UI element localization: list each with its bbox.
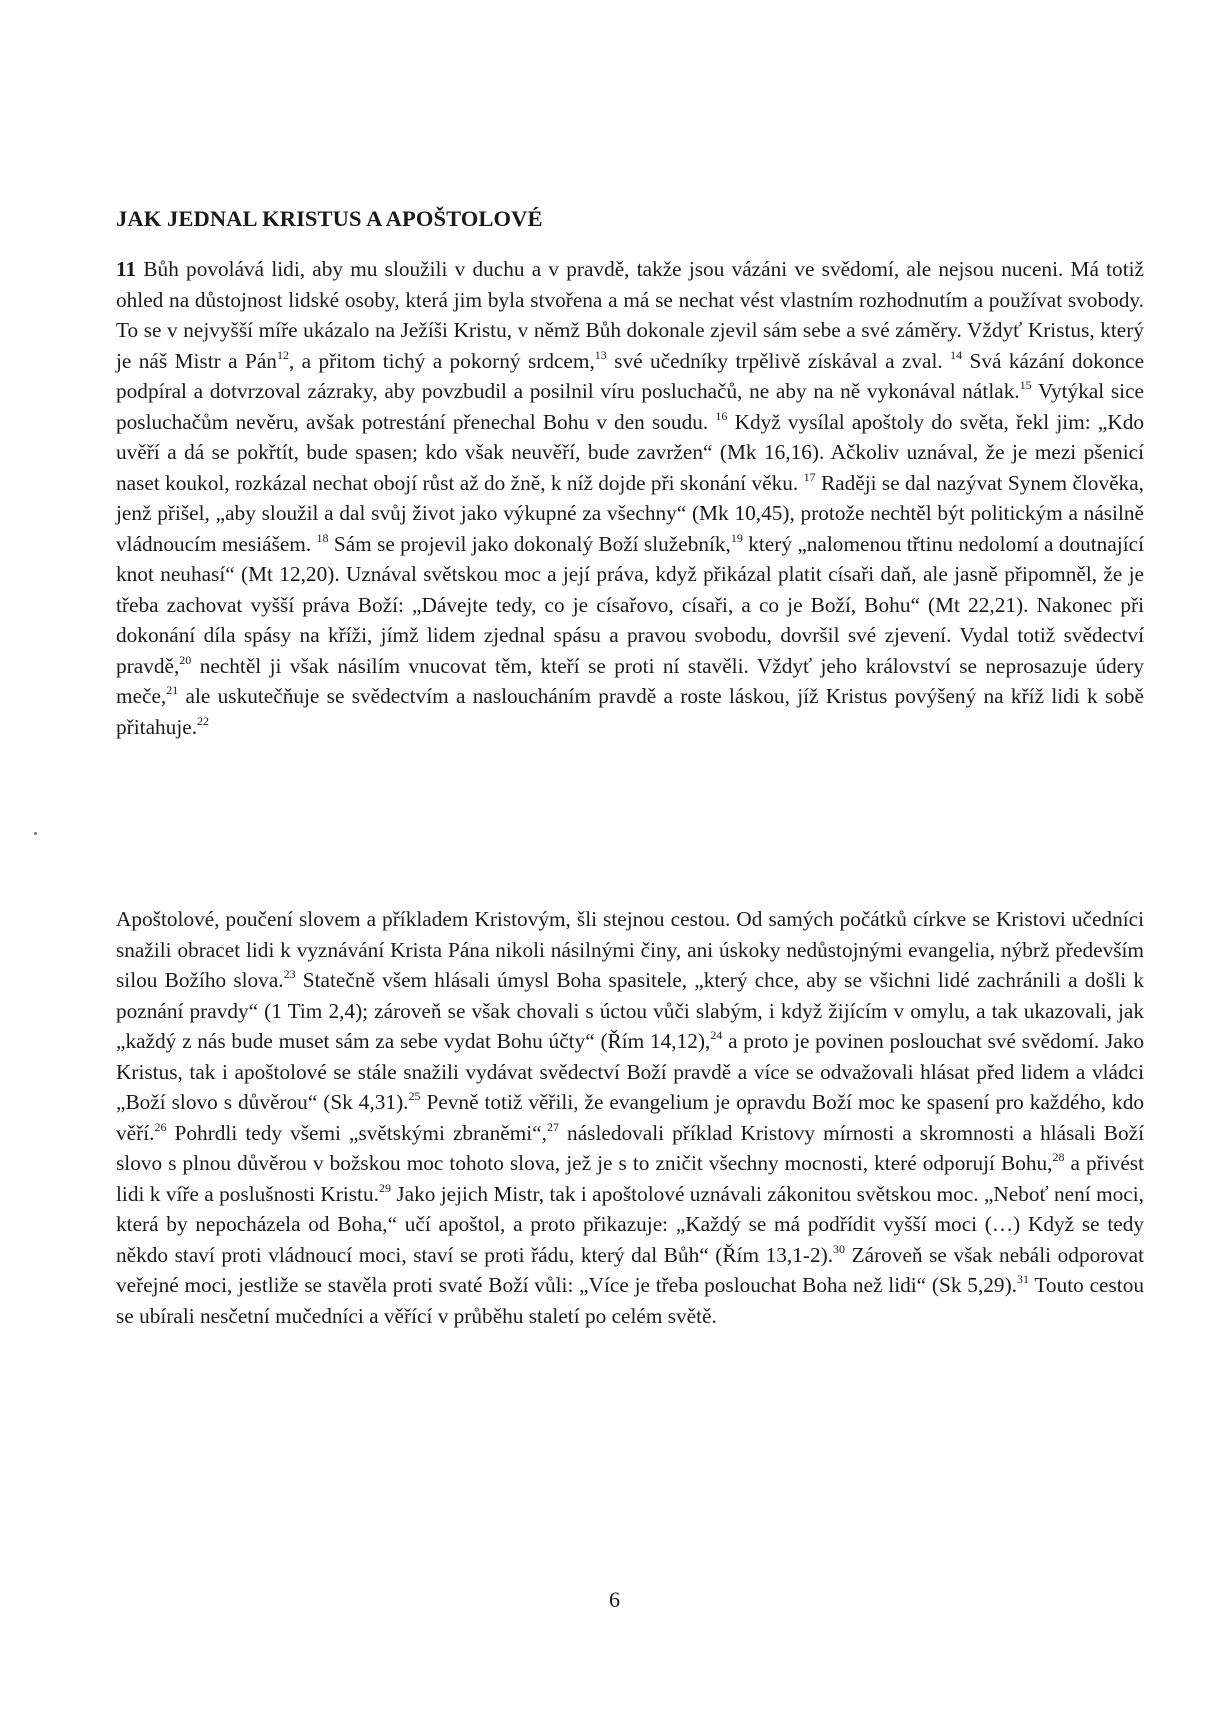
footnote-ref[interactable]: 26 — [154, 1119, 167, 1134]
footnote-ref[interactable]: 16 — [715, 408, 728, 423]
paragraph-11: 11 Bůh povolává lidi, aby mu sloužili v duchu a v pravdě, takže jsou vázáni ve svědomí, ale nejsou nuceni. Má totiž ohled na důstojnost lidské osoby, která jim byla stvořena a má se nechat vést vlastním rozhodnutím a používat svobody. To se v nejvyšší míře ukázalo na Ježíši Kristu, v němž Bůh dokonale zjevil sám sebe a své záměry. Vždyť Kristus, který je náš Mistr a Pán$^{12}$, a přitom tichý a pokorný srdcem,$^{13}$ své učedníky trpělivě získával a zval. $^{14}$ Svá kázání dokonce podpíral a dotvrzoval zázraky, aby povzbudil a posilnil víru posluchačů, ne aby na ně vykonával nátlak.$^{15}$ Vytýkal sice posluchačům nevěru, avšak potrestání přenechal Bohu v den soudu. $^{16}$ Když vysílal apoštoly do světa, řekl jim: „Kdo uvěří a dá se pokřtít, bude spasen; kdo však neuvěří, bude zavržen“ (Mk 16,16). Ačkoliv uznával, že je mezi pšenicí naset koukol, rozkázal nechat obojí růst až do žně, k níž dojde při skonání věku. $^{17}$ Raději se dal nazývat Synem člověka, jenž přišel, „aby sloužil a dal svůj život jako výkupné za všechny“ (Mk 10,45), protože nechtěl být politickým a násilně vládnoucím mesiášem. $^{18}$ Sám se projevil jako dokonalý Boží služebník,$^{19}$ který „nalomenou třtinu nedolomí a doutnající knot neuhasí“ (Mt 12,20). Uznával světskou moc a její práva, když přikázal platit císaři daň, ale jasně připomněl, že je třeba zachovat vyšší práva Boží: „Dávejte tedy, co je císařovo, císaři, a co je Boží, Bohu“ (Mt 22,21). Nakonec při dokonání díla spásy na kříži, jímž lidem zjednal spásu a pravou svobodu, dovršil své zjevení. Vydal totiž svědectví pravdě,$^{20}$ nechtěl ji však násilím vnucovat těm, kteří se proti ní stavěli. Vždyť jeho království se neprosazuje údery meče,$^{21}$ ale uskutečňuje se svědectvím a nasloucháním pravdě a roste láskou, jíž Kristus povýšený na kříž lidi k sobě přitahuje.$^{22}$ — [116, 257, 1145, 739]
section-heading: JAK JEDNAL KRISTUS A APOŠTOLOVÉ — [116, 206, 543, 231]
paragraph-number: 11 — [116, 257, 137, 281]
footnote-ref[interactable]: 12 — [276, 347, 289, 362]
footnote-ref[interactable]: 13 — [594, 347, 607, 362]
footnote-ref[interactable]: 23 — [283, 967, 296, 981]
paragraph-apostles: Apoštolové, poučení slovem a příkladem Kristovým, šli stejnou cestou. Od samých počátků církve se Kristovi učedníci snažili obracet lidi k vyznávání Krista Pána nikoli násilnými činy, ani úskoky nedůstojnými evangelia, nýbrž především silou Božího slova.$^{23}$ Statečně všem hlásali úmysl Boha spasitele, „který chce, aby se všichni lidé zachránili a došli k poznání pravdy“ (1 Tim 2,4); zároveň se však chovali s úctou vůči slabým, i když žijícím v omylu, a tak ukazovali, jak „každý z nás bude muset sám za sebe vydat Bohu účty“ (Řím 14,12),$^{24}$ a proto je povinen poslouchat své svědomí. Jako Kristus, tak i apoštolové se stále snažili vydávat svědectví Boží pravdě a více se odvažovali hlásat před lidem a vládci „Boží slovo s důvěrou“ (Sk 4,31).$^{25}$ Pevně totiž věřili, že evangelium je opravdu Boží moc ke spasení pro každého, kdo věří.$^{26}$ Pohrdli tedy všemi „světskými zbraněmi“,$^{27}$ následovali příklad Kristovy mírnosti a skromnosti a hlásali Boží slovo s plnou důvěrou v božskou moc tohoto slova, jež je s to zničit všechny mocnosti, které odporují Bohu,$^{28}$ a přivést lidi k víře a poslušnosti Kristu.$^{29}$ Jako jejich Mistr, tak i apoštolové uznávali zákonitou světskou moc. „Neboť není moci, která by nepocházela od Boha,“ učí apoštol, a proto přikazuje: „Každý se má podřídit vyšší moci (…) Když se tedy někdo staví proti vládnoucí moci, staví se proti řádu, který dal Bůh“ (Řím 13,1-2).$^{30}$ Zároveň se však nebáli odporovat veřejné moci, jestliže se stavěla proti svaté Boží vůli: „Více je třeba poslouchat Boha než lidi“ (Sk 5,29).$^{31}$ Touto cestou se ubírali nesčetní mučedníci a věřící v průběhu staletí po celém světě. — [116, 907, 1145, 1328]
footnote-ref[interactable]: 22 — [197, 713, 210, 728]
footnote-ref[interactable]: 14 — [950, 347, 963, 362]
footnote-ref[interactable]: 20 — [179, 652, 192, 667]
footnote-ref[interactable]: 25 — [408, 1089, 421, 1103]
footnote-ref[interactable]: 31 — [1017, 1272, 1029, 1286]
page-number: 6 — [609, 1587, 620, 1612]
footnote-ref[interactable]: 17 — [803, 469, 816, 484]
footnote-ref[interactable]: 24 — [710, 1028, 723, 1042]
footnote-ref[interactable]: 29 — [378, 1180, 391, 1195]
scan-speck — [34, 832, 37, 835]
footnote-ref[interactable]: 30 — [833, 1241, 846, 1256]
footnote-ref[interactable]: 27 — [546, 1119, 559, 1134]
footnote-ref[interactable]: 15 — [1019, 378, 1032, 392]
footnote-ref[interactable]: 28 — [1052, 1150, 1065, 1164]
footnote-ref[interactable]: 21 — [166, 683, 179, 697]
footnote-ref[interactable]: 18 — [316, 530, 329, 545]
footnote-ref[interactable]: 19 — [730, 530, 743, 545]
